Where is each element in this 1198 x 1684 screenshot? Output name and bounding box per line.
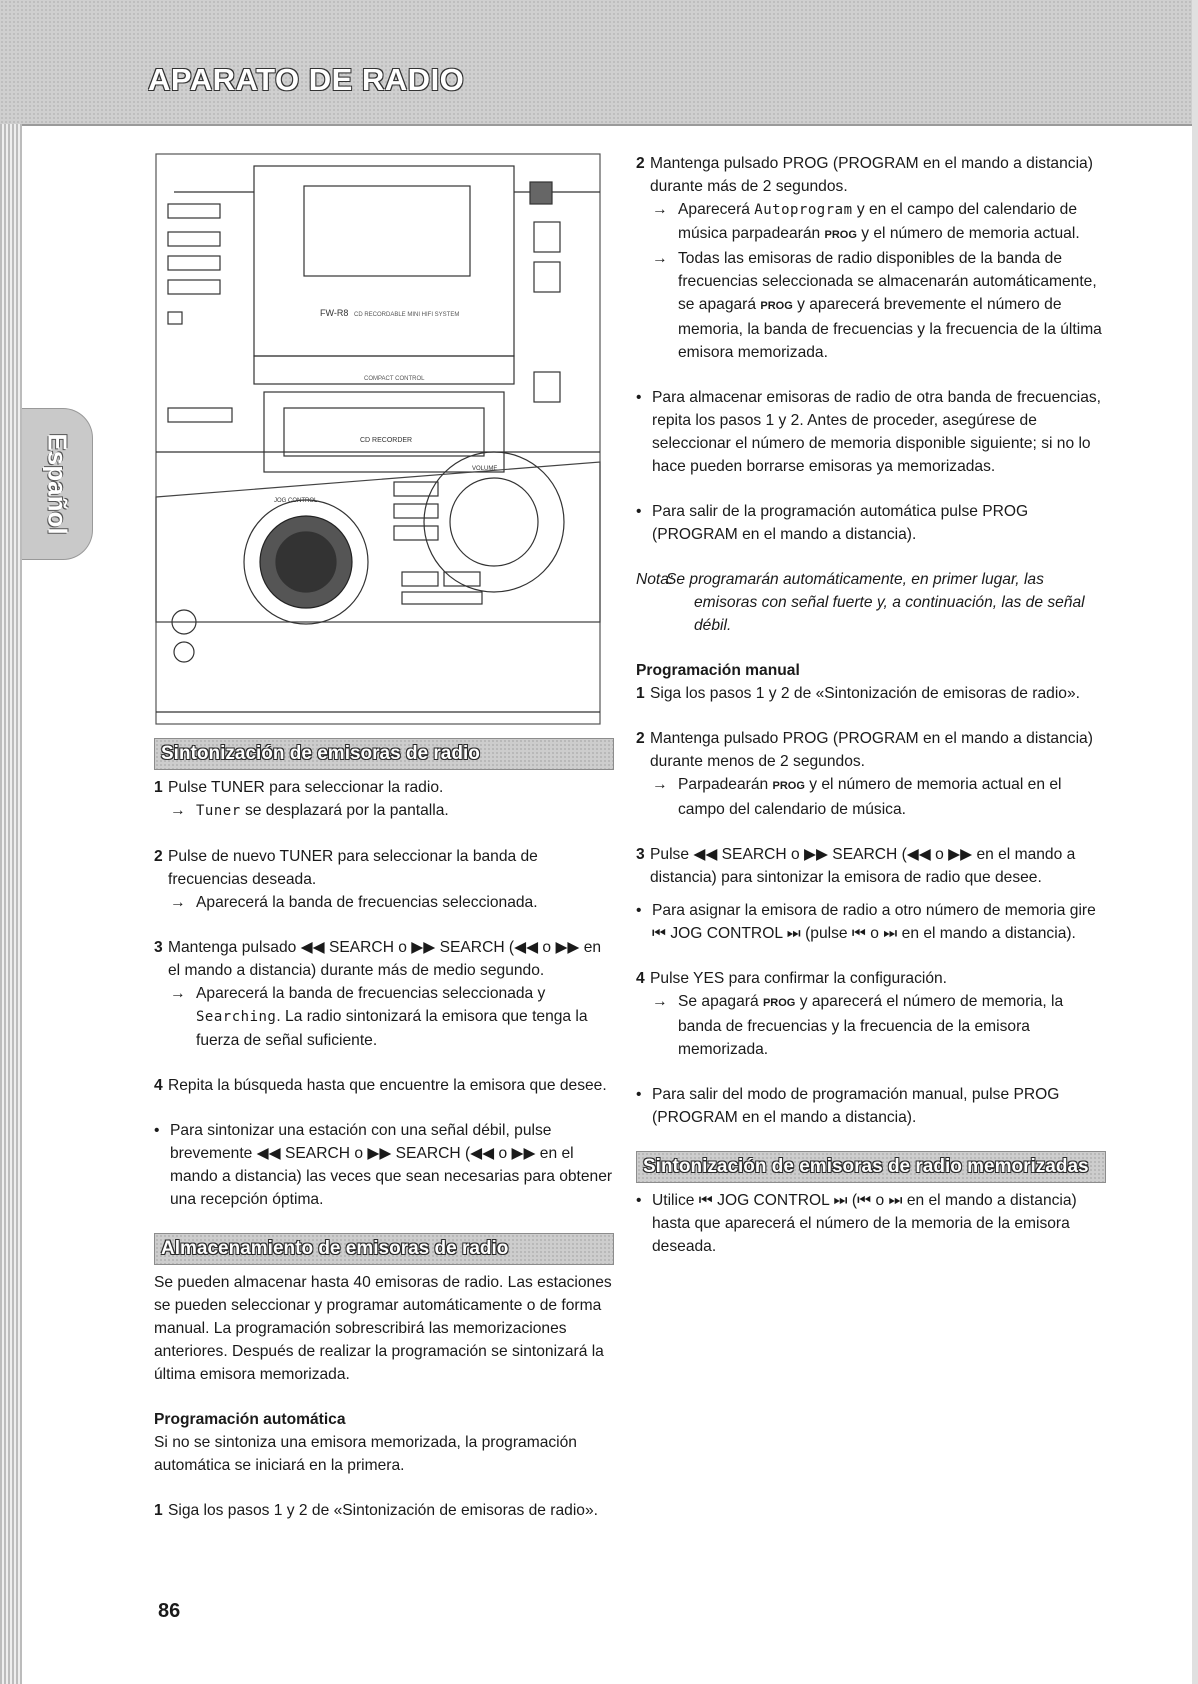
compact-control-text: COMPACT CONTROL <box>364 376 425 382</box>
lcd-text: Searching <box>196 1009 277 1025</box>
arrow-icon: → <box>652 250 668 267</box>
display-caption-text: CD RECORDABLE MINI HIFI SYSTEM <box>354 312 460 318</box>
subheading-auto: Programación automática <box>154 1411 346 1428</box>
volume-label-text: VOLUME <box>472 466 498 472</box>
arrow-icon: → <box>170 894 186 911</box>
step-3-result: → Aparecerá la banda de frecuencias seleccionada y Searching. La radio sintonizará la emisora que tenga la fuerza de señal suficiente. <box>154 982 614 1052</box>
subheading-manual: Programación manual <box>636 662 800 679</box>
volume-ring <box>424 452 564 592</box>
section-heading-tuning: Sintonización de emisoras de radio <box>154 738 614 770</box>
storing-paragraph: Se pueden almacenar hasta 40 emisoras de radio. Las estaciones se pueden seleccionar y programar automáticamente o de forma manual. La programación sobrescribirá las memorizaciones anteriores. Después de realizar la programación se sintonizará la última emisora memorizada. <box>154 1274 612 1383</box>
language-tab-label: Español <box>42 433 73 535</box>
page-title: APARATO DE RADIO <box>148 62 465 97</box>
right-column <box>636 152 1106 1258</box>
section-heading-storing: Almacenamiento de emisoras de radio <box>154 1233 614 1265</box>
arrow-icon: → <box>170 985 186 1002</box>
prog-indicator: PROG <box>760 300 793 312</box>
bullet-other-band: • Para almacenar emisoras de radio de otra banda de frecuencias, repita los pasos 1 y 2. Antes de proceder, asegúrese de seleccionar el número de memoria disponible siguiente; si no lo hace pueden borrarse emisoras ya memorizadas. <box>636 389 1102 475</box>
prog-indicator: PROG <box>824 229 857 241</box>
jog-label-text: JOG CONTROL <box>274 498 318 504</box>
auto-step-2: 2 Mantenga pulsado PROG (PROGRAM en el mando a distancia) durante más de 2 segundos. <box>636 155 1093 195</box>
auto-step-2-result-1: → Aparecerá Autoprogram y en el campo del calendario de música parpadearán PROG y el número de memoria actual. <box>636 198 1106 247</box>
auto-step-2-result-2: → Todas las emisoras de radio disponibles de la banda de frecuencias seleccionada se almacenarán automáticamente, se apagará PROG y aparecerá brevemente el número de memoria, la banda de frecuencias y la frecuencia de la última emisora memorizada. <box>636 247 1106 364</box>
deck-label-text: CD RECORDER <box>360 437 413 444</box>
lcd-text: Tuner <box>196 803 241 819</box>
manual-step-1: 1 Siga los pasos 1 y 2 de «Sintonización de emisoras de radio». <box>636 685 1080 702</box>
left-column <box>154 738 614 1522</box>
manual-step-4: 4 Pulse YES para confirmar la configuración. <box>636 970 948 987</box>
step-2: 2 Pulse de nuevo TUNER para seleccionar la banda de frecuencias deseada. <box>154 848 538 888</box>
right-edge-strip <box>1192 0 1198 1684</box>
step-3: 3 Mantenga pulsado ◀◀ SEARCH o ▶▶ SEARCH (◀◀ o ▶▶ en el mando a distancia) durante más de medio segundo. <box>154 939 602 979</box>
step-2-result: → Aparecerá la banda de frecuencias seleccionada. <box>154 891 614 914</box>
arrow-icon: → <box>652 201 668 218</box>
auto-step-1: 1 Siga los pasos 1 y 2 de «Sintonización de emisoras de radio». <box>154 1502 598 1519</box>
bullet-exit-auto: • Para salir de la programación automática pulse PROG (PROGRAM en el mando a distancia). <box>636 503 1029 543</box>
display-panel <box>254 166 514 356</box>
step-1: 1 Pulse TUNER para seleccionar la radio. <box>154 779 444 796</box>
manual-step-2-result: → Parpadearán PROG y el número de memoria actual en el campo del calendario de música. <box>636 773 1106 821</box>
note: Nota: Se programarán automáticamente, en primer lugar, las emisoras con señal fuerte y, a continuación, las de señal débil. <box>636 571 1085 634</box>
cassette-deck <box>264 392 504 472</box>
section-heading-memorized: Sintonización de emisoras de radio memorizadas <box>636 1151 1106 1183</box>
manual-step-3: 3 Pulse ◀◀ SEARCH o ▶▶ SEARCH (◀◀ o ▶▶ en el mando a distancia) para sintonizar la emisora de radio que desee. <box>636 846 1076 886</box>
auto-paragraph: Si no se sintoniza una emisora memorizada, la programación automática se iniciará en la primera. <box>154 1434 577 1474</box>
page-number: 86 <box>158 1600 181 1622</box>
prog-indicator: PROG <box>772 780 805 792</box>
stereo-system-illustration <box>154 152 634 726</box>
bullet-use-jog: • Utilice ⏮ JOG CONTROL ⏭ (⏮ o ⏭ en el mando a distancia) hasta que aparecerá el número de la memoria de la emisora deseada. <box>636 1192 1077 1255</box>
prog-indicator: PROG <box>762 997 796 1009</box>
bullet-exit-manual: • Para salir del modo de programación manual, pulse PROG (PROGRAM en el mando a distancia). <box>636 1086 1060 1126</box>
step-4: 4 Repita la búsqueda hasta que encuentre la emisora que desee. <box>154 1077 607 1094</box>
language-tab <box>22 408 93 560</box>
lcd-text: Autoprogram <box>754 202 853 218</box>
arrow-icon: → <box>652 993 668 1010</box>
manual-step-2: 2 Mantenga pulsado PROG (PROGRAM en el mando a distancia) durante menos de 2 segundos. <box>636 730 1093 770</box>
manual-step-4-result: → Se apagará PROG y aparecerá el número de memoria, la banda de frecuencias y la frecuencia de la emisora memorizada. <box>636 990 1106 1061</box>
arrow-icon: → <box>652 776 668 793</box>
bullet-other-memory: • Para asignar la emisora de radio a otro número de memoria gire ⏮ JOG CONTROL ⏭ (pulse ⏮ o ⏭ en el mando a distancia). <box>636 902 1096 942</box>
bullet-weak-signal: • Para sintonizar una estación con una señal débil, pulse brevemente ◀◀ SEARCH o ▶▶ SEARCH (◀◀ o ▶▶ en el mando a distancia) las veces que sean necesarias para obtener una recepción óptima. <box>154 1122 613 1208</box>
arrow-icon: → <box>170 802 186 819</box>
left-edge-pattern <box>0 124 22 1684</box>
lcd-window <box>304 186 470 276</box>
step-1-result: → Tuner se desplazará por la pantalla. <box>154 799 614 823</box>
display-model-text: FW-R8 <box>320 308 349 318</box>
